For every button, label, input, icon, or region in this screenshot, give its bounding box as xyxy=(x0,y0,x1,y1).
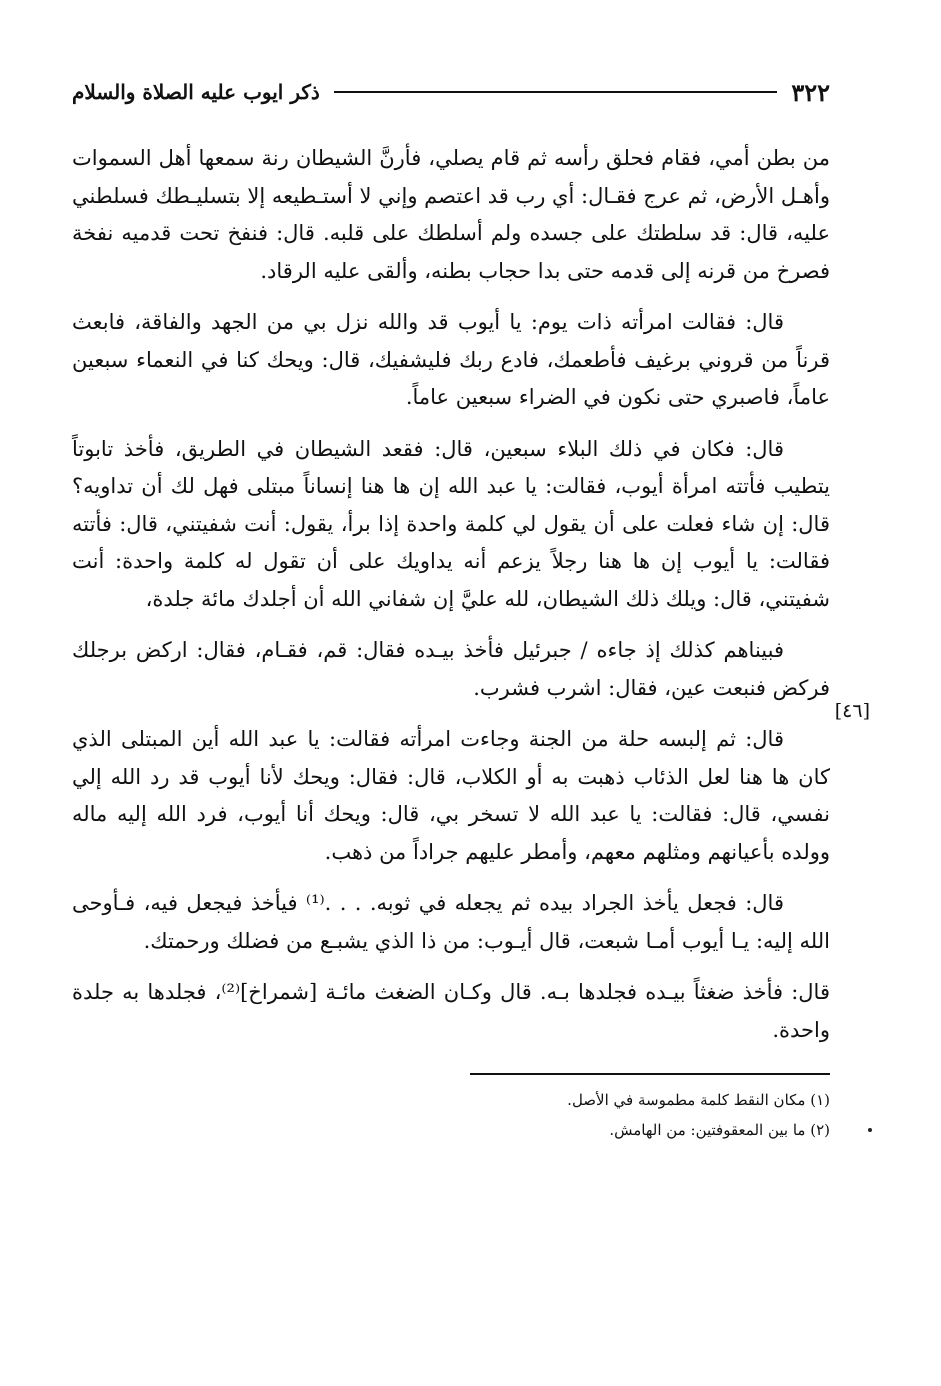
paragraph-2: قال: فقالت امرأته ذات يوم: يا أيوب قد والله نزل بي من الجهد والفاقة، فابعث قرناً من قروني برغيف فأطعمك، فادع ربك فليشفيك، قال: ويحك كنا في النعماء سبعين عاماً، فاصبري حتى نكون في الضراء سبعين عاماً. xyxy=(72,310,830,409)
book-page xyxy=(72,70,830,1145)
running-title: ذكر ايوب عليه الصلاة والسلام xyxy=(72,80,320,104)
page-header xyxy=(72,70,830,114)
footnote-rule xyxy=(470,1073,830,1075)
footnote-1: (١) مكان النقط كلمة مطموسة في الأصل. xyxy=(567,1091,830,1109)
footnote-2: (٢) ما بين المعقوفتين: من الهامش. xyxy=(609,1121,830,1139)
paragraph-1: من بطن أمي، فقام فحلق رأسه ثم قام يصلي، فأرنَّ الشيطان رنة سمعها أهل السموات وأهـل الأرض، ثم عرج فقـال: أي رب قد اعتصم وإني لا أستـطيعه إلا بتسليـطك فسلطني عليه، قال: قد سلطتك على جسده ولم أسلطك على قلبه. قال: فنفخ تحت قدميه نفخة فصرخ من قرنه إلى قدمه حتى بدا حجاب بطنه، وألقى عليه الرقاد. xyxy=(72,146,830,283)
body-text xyxy=(72,140,830,1049)
marginal-page-reference: [٤٦] xyxy=(834,700,870,722)
paragraph-5: قال: ثم إلبسه حلة من الجنة وجاءت امرأته فقالت: يا عبد الله أين المبتلى الذي كان ها هنا لعل الذئاب ذهبت به أو الكلاب، قال: فقال: ويحك لأنا أيوب قد رد الله إلي نفسي، قال: فقالت: يا عبد الله لا تسخر بي، قال: ويحك أنا أيوب، فرد الله إليه ماله وولده بأعيانهم ومثلهم معهم، وأمطر عليهم جراداً من ذهب. xyxy=(72,727,830,864)
header-rule xyxy=(334,91,778,93)
paragraph-3: قال: فكان في ذلك البلاء سبعين، قال: فقعد الشيطان في الطريق، فأخذ تابوتاً يتطيب فأتته امرأة أيوب، فقالت: يا عبد الله إن ها هنا إنساناً مبتلى فهل لك أن تداويه؟ قال: إن شاء فعلت على أن يقول لي كلمة واحدة إذا برأ، يقول: أنت شفيتني، قال: فأتته فقالت: يا أيوب إن ها هنا رجلاً يزعم أنه يداويك على أن تقول له كلمة واحدة: أنت شفيتني، قال: ويلك ذلك الشيطان، لله عليَّ إن شفاني الله أن أجلدك مائة جلدة، xyxy=(72,436,830,611)
paragraph-7: قال: فأخذ ضغثاً بيـده فجلدها بـه. قال وكـان الضغث مائـة [شمراخ]⁽²⁾، فجلدها به جلدة واحدة. xyxy=(72,980,830,1042)
paragraph-4: فبيناهم كذلك إذ جاءه / جبرئيل فأخذ بيـده فقال: قم، فقـام، فقال: اركض برجلك فركض فنبعت عين، فقال: اشرب فشرب. xyxy=(72,638,830,700)
footnotes xyxy=(72,1085,830,1145)
margin-dot-mark xyxy=(868,1128,872,1132)
paragraph-6: قال: فجعل يأخذ الجراد بيده ثم يجعله في ثوبه. . . .⁽¹⁾ فيأخذ فيجعل فيه، فـأوحى الله إليه: يـا أيوب أمـا شبعت، قال أيـوب: من ذا الذي يشبـع من فضلك ورحمتك. xyxy=(72,891,830,953)
page-number: ٣٢٢ xyxy=(791,77,830,107)
